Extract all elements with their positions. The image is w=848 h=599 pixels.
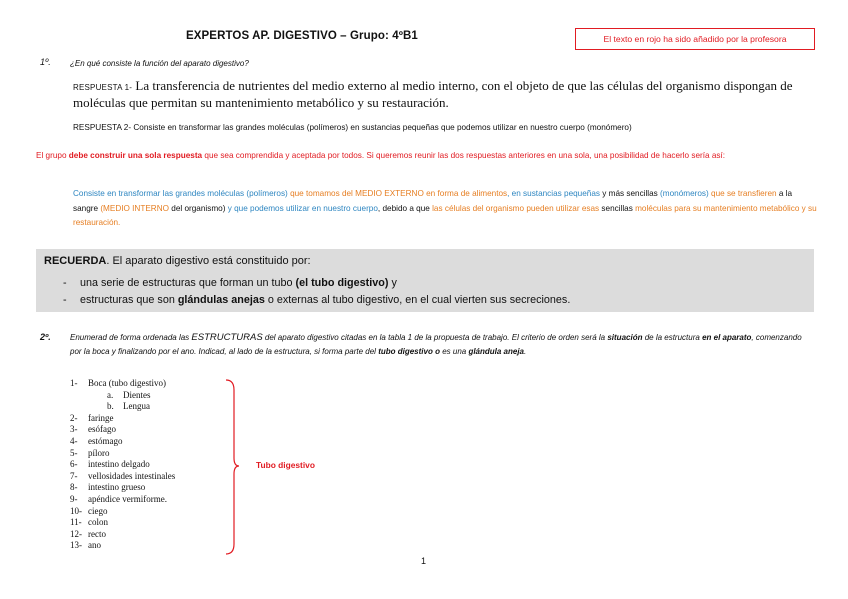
question-2-text xyxy=(70,331,815,358)
list-item xyxy=(70,517,175,529)
list-item-name: esófago xyxy=(88,424,116,435)
recuerda-item-text: y xyxy=(388,277,397,289)
list-subitem-name: Dientes xyxy=(123,389,151,400)
answer-1-label: RESPUESTA 1- xyxy=(73,83,133,92)
q2-segment: del aparato digestivo citadas en la tabla 1 de la propuesta de trabajo. El criterio de orden será la xyxy=(262,333,608,342)
combined-answer xyxy=(73,187,818,231)
q2-segment: , comenzando por la boca y finalizando por el ano. Indicad, al lado de la estructura, si forma parte del xyxy=(70,333,802,356)
list-item-name: estómago xyxy=(88,435,123,446)
list-item-name: ciego xyxy=(88,505,108,516)
list-subitem-number: b. xyxy=(107,401,114,412)
recuerda-item-text: o externas al tubo digestivo, en el cual vierten sus secreciones. xyxy=(264,294,571,306)
list-item-number: 3- xyxy=(70,424,78,435)
list-subitem-name: Lengua xyxy=(123,401,150,412)
combined-segment: las células del organismo pueden utilizar esas xyxy=(432,203,600,213)
q2-segment: Enumerad de forma ordenada las xyxy=(70,333,192,342)
list-item-number: 11- xyxy=(70,517,82,528)
recuerda-heading-bold: RECUERDA xyxy=(44,255,107,267)
list-item-name: ano xyxy=(88,540,101,551)
list-item xyxy=(70,378,175,390)
q2-segment: ESTRUCTURAS xyxy=(191,332,263,343)
list-item-number: 10- xyxy=(70,505,82,516)
group-instruction-part: El grupo xyxy=(36,151,69,160)
teacher-note-box xyxy=(575,28,815,50)
list-item xyxy=(70,540,175,552)
recuerda-bullet: - xyxy=(63,294,67,306)
recuerda-item-1 xyxy=(80,277,397,289)
list-item-name: intestino delgado xyxy=(88,459,150,470)
recuerda-item-text: estructuras que son xyxy=(80,294,178,306)
list-item xyxy=(70,459,175,471)
list-item xyxy=(70,436,175,448)
list-item xyxy=(70,424,175,436)
list-item-name: vellosidades intestinales xyxy=(88,470,176,481)
list-item xyxy=(70,471,175,483)
list-item-number: 7- xyxy=(70,470,78,481)
structure-list xyxy=(70,378,175,552)
page-number: 1 xyxy=(421,556,427,566)
list-item-name: faringe xyxy=(88,412,114,423)
list-subitem xyxy=(70,390,175,402)
list-item-name: colon xyxy=(88,517,108,528)
list-item-number: 4- xyxy=(70,435,78,446)
q2-segment: situación xyxy=(607,333,643,342)
q2-segment: de la estructura xyxy=(642,333,703,342)
answer-1 xyxy=(73,78,818,110)
recuerda-item-text: una serie de estructuras que forman un tubo xyxy=(80,277,296,289)
group-instruction-emphasis: debe construir una sola respuesta xyxy=(68,151,203,160)
list-item-name: intestino grueso xyxy=(88,482,146,493)
answer-2 xyxy=(73,123,632,132)
q2-segment: . xyxy=(524,346,527,356)
right-bracket xyxy=(224,378,240,558)
list-item-number: 1- xyxy=(70,378,78,388)
answer-2-label: RESPUESTA 2- xyxy=(73,123,132,132)
list-item-number: 2- xyxy=(70,412,78,423)
combined-segment: y que podemos utilizar en nuestro cuerpo xyxy=(227,203,378,213)
list-item xyxy=(70,448,175,460)
combined-segment: Consiste en transformar las grandes moléculas (polímeros) xyxy=(73,189,291,198)
combined-segment: , en sustancias pequeñas xyxy=(507,189,600,198)
recuerda-item-2 xyxy=(80,294,570,306)
list-item xyxy=(70,529,175,541)
q2-segment: tubo digestivo o xyxy=(378,346,440,356)
list-item-number: 9- xyxy=(70,493,78,504)
combined-segment: a la sangre xyxy=(73,189,793,213)
group-instruction xyxy=(36,148,816,163)
list-item-name: Boca (tubo digestivo) xyxy=(88,378,166,388)
combined-segment: del organismo) xyxy=(169,203,228,213)
question-1-number: 1º. xyxy=(40,57,51,67)
list-subitem xyxy=(70,401,175,413)
list-item xyxy=(70,482,175,494)
list-item-number: 12- xyxy=(70,528,82,539)
recuerda-item-bold: (el tubo digestivo) xyxy=(295,277,389,289)
list-item-name: recto xyxy=(88,528,106,539)
list-item xyxy=(70,506,175,518)
combined-segment: , debido a que xyxy=(377,203,433,213)
list-item-number: 13- xyxy=(70,540,82,551)
answer-2-text: Consiste en transformar las grandes moléculas (polímeros) en sustancias pequeñas que podemos utilizar en nuestro cuerpo (monómero) xyxy=(133,123,632,132)
page-title: EXPERTOS AP. DIGESTIVO – Grupo: 4ºB1 xyxy=(186,30,418,42)
answer-1-text: La transferencia de nutrientes del medio externo al medio interno, con el objeto de que las células del organismo dispongan de moléculas que permitan su mantenimiento metabólico y su restauración. xyxy=(73,78,793,110)
list-item-number: 5- xyxy=(70,447,78,458)
list-subitem-number: a. xyxy=(107,389,114,400)
group-instruction-part: que sea comprendida y aceptada por todos. Si queremos reunir las dos respuestas anteriores en una sola, una posibilidad de hacerlo sería así: xyxy=(202,151,726,160)
teacher-note-text: El texto en rojo ha sido añadido por la profesora xyxy=(603,34,787,44)
recuerda-bullet: - xyxy=(63,277,67,289)
list-item-name: píloro xyxy=(88,447,110,458)
combined-segment: (MEDIO INTERNO xyxy=(100,203,169,213)
recuerda-heading xyxy=(44,255,311,267)
bracket-label: Tubo digestivo xyxy=(256,460,315,470)
combined-segment: que se transfieren xyxy=(711,189,777,198)
list-item-number: 6- xyxy=(70,459,78,470)
question-1-text: ¿En qué consiste la función del aparato digestivo? xyxy=(70,59,249,68)
recuerda-item-bold: glándulas anejas xyxy=(177,294,265,306)
combined-segment: moléculas para su mantenimiento metabólico y su restauración. xyxy=(73,203,817,227)
list-item-number: 8- xyxy=(70,482,78,493)
combined-segment: que tomamos del MEDIO EXTERNO en forma de alimentos xyxy=(290,189,508,198)
combined-segment: sencillas xyxy=(599,203,636,213)
q2-segment: en el aparato xyxy=(702,333,752,342)
combined-segment: (monómeros) xyxy=(660,189,712,198)
recuerda-heading-rest: . El aparato digestivo está constituido por: xyxy=(106,255,311,267)
list-item xyxy=(70,494,175,506)
q2-segment: es una xyxy=(439,346,469,356)
list-item xyxy=(70,413,175,425)
q2-segment: glándula aneja xyxy=(468,346,525,356)
combined-segment: y más sencillas xyxy=(599,189,661,198)
list-item-name: apéndice vermiforme. xyxy=(88,493,167,504)
question-2-number: 2º. xyxy=(40,332,51,342)
